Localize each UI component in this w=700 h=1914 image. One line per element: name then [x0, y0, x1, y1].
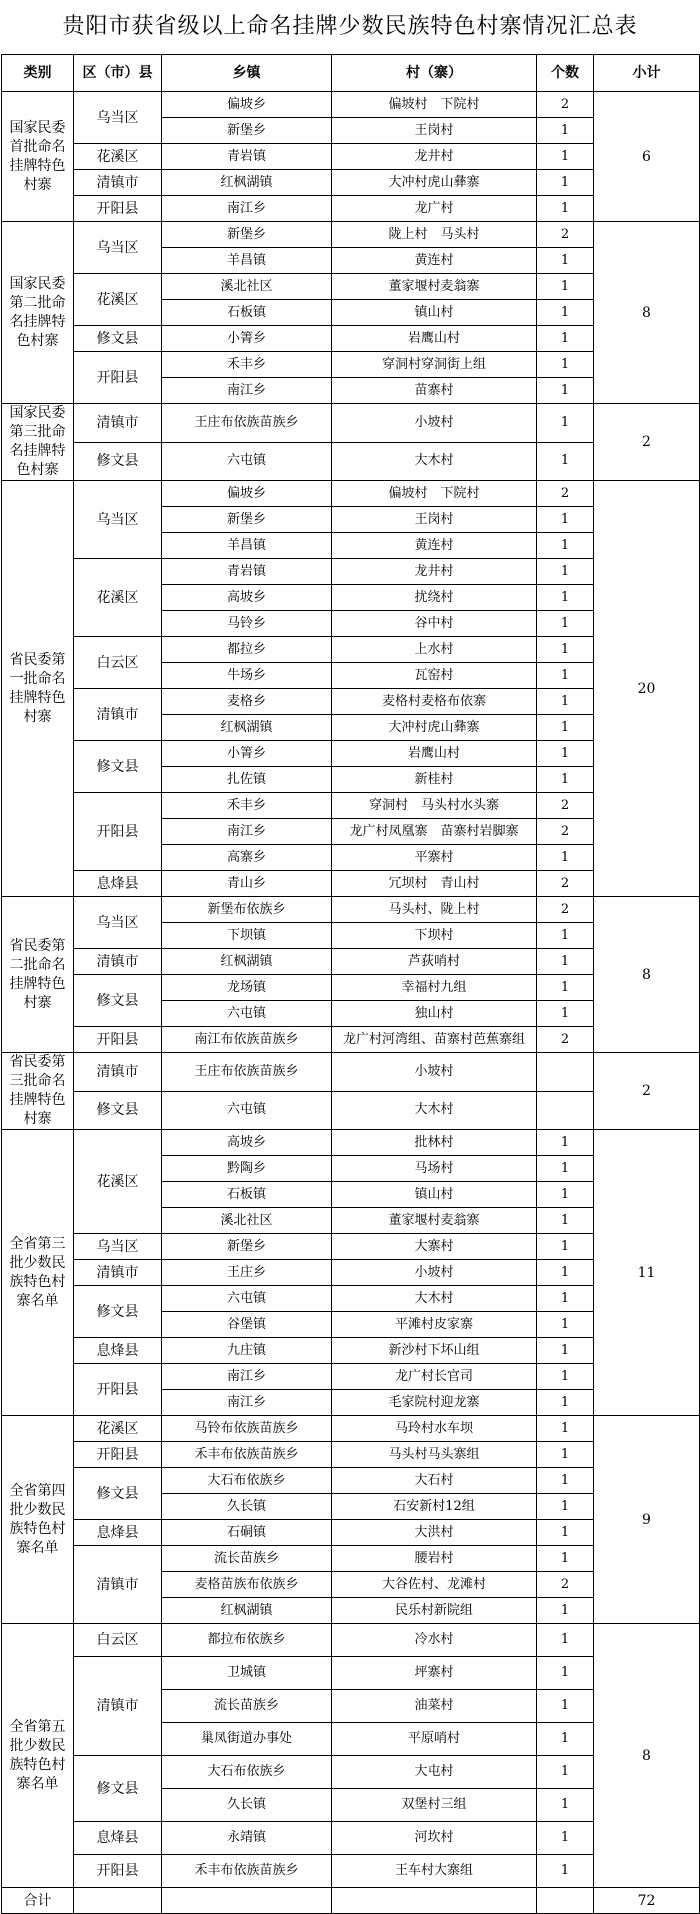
table-body	[2, 92, 700, 1914]
township-cell: 巢凤街道办事处	[162, 1723, 332, 1756]
count-cell: 1	[537, 689, 594, 715]
table-row	[2, 1416, 700, 1442]
township-cell: 都拉布依族乡	[162, 1624, 332, 1657]
count-cell: 2	[537, 481, 594, 507]
village-cell: 董家堰村麦翁寨	[332, 1208, 537, 1234]
township-cell: 九庄镇	[162, 1338, 332, 1364]
district-cell: 清镇市	[74, 170, 162, 196]
township-cell: 禾丰乡	[162, 793, 332, 819]
village-cell: 毛家院村迎龙寨	[332, 1390, 537, 1416]
header-district: 区（市）县	[74, 55, 162, 92]
count-cell: 1	[537, 1723, 594, 1756]
district-cell: 息烽县	[74, 1822, 162, 1855]
township-cell: 麦格乡	[162, 689, 332, 715]
village-cell: 扰绕村	[332, 585, 537, 611]
township-cell: 新堡乡	[162, 1234, 332, 1260]
district-cell: 乌当区	[74, 92, 162, 144]
count-cell: 1	[537, 637, 594, 663]
township-cell: 禾丰布依族苗族乡	[162, 1855, 332, 1888]
district-cell: 清镇市	[74, 1260, 162, 1286]
village-cell: 偏坡村 下院村	[332, 92, 537, 118]
township-cell: 久长镇	[162, 1789, 332, 1822]
district-cell: 息烽县	[74, 871, 162, 897]
village-cell: 大冲村虎山彝寨	[332, 715, 537, 741]
township-cell: 石板镇	[162, 300, 332, 326]
district-cell: 修文县	[74, 741, 162, 793]
village-cell: 马头村、陇上村	[332, 897, 537, 923]
district-cell: 清镇市	[74, 689, 162, 741]
district-cell: 花溪区	[74, 144, 162, 170]
village-cell: 穿洞村穿洞街上组	[332, 352, 537, 378]
count-cell: 2	[537, 1027, 594, 1053]
village-cell: 河坎村	[332, 1822, 537, 1855]
subtotal-cell: 2	[594, 1053, 700, 1130]
count-cell: 1	[537, 1286, 594, 1312]
township-cell: 南江乡	[162, 819, 332, 845]
township-cell: 南江乡	[162, 378, 332, 404]
township-cell: 红枫湖镇	[162, 1598, 332, 1624]
count-cell: 1	[537, 663, 594, 689]
township-cell: 龙场镇	[162, 975, 332, 1001]
count-cell: 2	[537, 793, 594, 819]
count-cell: 1	[537, 170, 594, 196]
table-row	[2, 1624, 700, 1657]
count-cell: 1	[537, 1468, 594, 1494]
count-cell: 1	[537, 1822, 594, 1855]
count-cell: 1	[537, 1182, 594, 1208]
count-cell: 1	[537, 378, 594, 404]
header-township: 乡镇	[162, 55, 332, 92]
village-cell: 偏坡村 下院村	[332, 481, 537, 507]
township-cell: 小箐乡	[162, 326, 332, 352]
village-cell: 大屯村	[332, 1756, 537, 1789]
count-cell: 1	[537, 1624, 594, 1657]
district-cell: 修文县	[74, 442, 162, 481]
subtotal-cell: 8	[594, 1624, 700, 1888]
district-cell: 开阳县	[74, 1855, 162, 1888]
count-cell: 1	[537, 1855, 594, 1888]
township-cell: 大石布依族乡	[162, 1468, 332, 1494]
township-cell: 卫城镇	[162, 1657, 332, 1690]
district-cell: 花溪区	[74, 559, 162, 637]
village-cell: 新桂村	[332, 767, 537, 793]
village-cell: 油菜村	[332, 1690, 537, 1723]
count-cell: 1	[537, 559, 594, 585]
district-cell: 清镇市	[74, 1053, 162, 1092]
township-cell: 新堡乡	[162, 222, 332, 248]
count-cell: 1	[537, 975, 594, 1001]
count-cell: 1	[537, 1130, 594, 1156]
village-cell: 大木村	[332, 1091, 537, 1130]
village-cell: 大冲村虎山彝寨	[332, 170, 537, 196]
district-cell: 开阳县	[74, 793, 162, 871]
township-cell: 久长镇	[162, 1494, 332, 1520]
header-count: 个数	[537, 55, 594, 92]
village-cell: 黄连村	[332, 248, 537, 274]
district-cell: 修文县	[74, 326, 162, 352]
township-cell: 王庄布依族苗族乡	[162, 1053, 332, 1092]
village-cell: 小坡村	[332, 1260, 537, 1286]
count-cell: 2	[537, 871, 594, 897]
village-cell: 小坡村	[332, 404, 537, 443]
village-cell: 谷中村	[332, 611, 537, 637]
category-cell: 全省第三批少数民族特色村寨名单	[2, 1130, 74, 1416]
summary-table	[1, 54, 700, 1914]
township-cell: 都拉乡	[162, 637, 332, 663]
district-cell: 花溪区	[74, 274, 162, 326]
district-cell: 乌当区	[74, 481, 162, 559]
village-cell: 民乐村新院组	[332, 1598, 537, 1624]
count-cell: 1	[537, 144, 594, 170]
subtotal-cell: 20	[594, 481, 700, 897]
village-cell: 坪寨村	[332, 1657, 537, 1690]
village-cell: 大寨村	[332, 1234, 537, 1260]
village-cell: 小坡村	[332, 1053, 537, 1092]
district-cell: 修文县	[74, 1091, 162, 1130]
village-cell: 大石村	[332, 1468, 537, 1494]
township-cell: 红枫湖镇	[162, 715, 332, 741]
table-row	[2, 92, 700, 118]
village-cell: 双堡村三组	[332, 1789, 537, 1822]
village-cell: 王岗村	[332, 507, 537, 533]
count-cell: 1	[537, 404, 594, 443]
township-cell: 牛场乡	[162, 663, 332, 689]
count-cell	[537, 1053, 594, 1092]
village-cell: 龙广村凤凰寨 苗寨村岩脚寨	[332, 819, 537, 845]
district-cell: 息烽县	[74, 1520, 162, 1546]
count-cell: 1	[537, 1442, 594, 1468]
count-cell: 1	[537, 1208, 594, 1234]
count-cell: 1	[537, 1156, 594, 1182]
village-cell: 陇上村 马头村	[332, 222, 537, 248]
township-cell: 高坡乡	[162, 585, 332, 611]
district-cell: 白云区	[74, 1624, 162, 1657]
count-cell: 1	[537, 845, 594, 871]
category-cell: 省民委第三批命名挂牌特色村寨	[2, 1053, 74, 1130]
count-cell: 1	[537, 1390, 594, 1416]
category-cell: 国家民委首批命名挂牌特色村寨	[2, 92, 74, 222]
district-cell: 开阳县	[74, 1364, 162, 1416]
count-cell: 1	[537, 533, 594, 559]
document-title: 贵阳市获省级以上命名挂牌少数民族特色村寨情况汇总表	[62, 14, 638, 39]
township-cell: 永靖镇	[162, 1822, 332, 1855]
township-cell: 王庄乡	[162, 1260, 332, 1286]
township-cell: 南江乡	[162, 1364, 332, 1390]
count-cell	[537, 1091, 594, 1130]
count-cell: 1	[537, 118, 594, 144]
subtotal-cell: 8	[594, 897, 700, 1053]
township-cell: 六屯镇	[162, 1286, 332, 1312]
district-cell: 息烽县	[74, 1338, 162, 1364]
village-cell: 龙井村	[332, 144, 537, 170]
village-cell: 批林村	[332, 1130, 537, 1156]
subtotal-cell: 6	[594, 92, 700, 222]
count-cell: 1	[537, 1756, 594, 1789]
township-cell: 红枫湖镇	[162, 949, 332, 975]
total-label: 合计	[2, 1888, 74, 1914]
township-cell: 高寨乡	[162, 845, 332, 871]
village-cell: 马场村	[332, 1156, 537, 1182]
district-cell: 修文县	[74, 1286, 162, 1338]
township-cell: 南江乡	[162, 1390, 332, 1416]
table-row	[2, 404, 700, 443]
township-cell: 大石布依族乡	[162, 1756, 332, 1789]
village-cell: 平原哨村	[332, 1723, 537, 1756]
township-cell: 溪北社区	[162, 274, 332, 300]
header-subtotal: 小计	[594, 55, 700, 92]
district-cell: 清镇市	[74, 949, 162, 975]
township-cell: 新堡乡	[162, 507, 332, 533]
district-cell: 清镇市	[74, 1657, 162, 1756]
category-cell: 国家民委第三批命名挂牌特色村寨	[2, 404, 74, 481]
district-cell: 开阳县	[74, 196, 162, 222]
count-cell: 1	[537, 442, 594, 481]
count-cell: 1	[537, 1312, 594, 1338]
table-row	[2, 1130, 700, 1156]
village-cell: 麦格村麦格布依寨	[332, 689, 537, 715]
township-cell: 溪北社区	[162, 1208, 332, 1234]
township-cell: 偏坡乡	[162, 92, 332, 118]
township-cell: 羊昌镇	[162, 248, 332, 274]
subtotal-cell: 9	[594, 1416, 700, 1624]
count-cell: 1	[537, 585, 594, 611]
table-row	[2, 222, 700, 248]
count-cell: 1	[537, 1001, 594, 1027]
village-cell: 镇山村	[332, 1182, 537, 1208]
category-cell: 全省第四批少数民族特色村寨名单	[2, 1416, 74, 1624]
category-cell: 省民委第一批命名挂牌特色村寨	[2, 481, 74, 897]
township-cell: 王庄布依族苗族乡	[162, 404, 332, 443]
village-cell: 新沙村下坏山组	[332, 1338, 537, 1364]
township-cell: 石板镇	[162, 1182, 332, 1208]
subtotal-cell: 8	[594, 222, 700, 404]
township-cell: 羊昌镇	[162, 533, 332, 559]
village-cell: 芦荻哨村	[332, 949, 537, 975]
category-cell: 省民委第二批命名挂牌特色村寨	[2, 897, 74, 1053]
count-cell: 1	[537, 1520, 594, 1546]
township-cell: 新堡乡	[162, 118, 332, 144]
count-cell: 1	[537, 352, 594, 378]
count-cell: 1	[537, 1598, 594, 1624]
header-category: 类别	[2, 55, 74, 92]
village-cell: 独山村	[332, 1001, 537, 1027]
township-cell: 马铃布依族苗族乡	[162, 1416, 332, 1442]
count-cell: 2	[537, 897, 594, 923]
district-cell: 乌当区	[74, 897, 162, 949]
village-cell: 大木村	[332, 442, 537, 481]
village-cell: 幸福村九组	[332, 975, 537, 1001]
district-cell: 花溪区	[74, 1416, 162, 1442]
district-cell: 修文县	[74, 1468, 162, 1520]
count-cell: 1	[537, 949, 594, 975]
count-cell: 1	[537, 1416, 594, 1442]
township-cell: 新堡布依族乡	[162, 897, 332, 923]
village-cell: 龙广村长官司	[332, 1364, 537, 1390]
village-cell: 下坝村	[332, 923, 537, 949]
township-cell: 小箐乡	[162, 741, 332, 767]
village-cell: 马头村马头寨组	[332, 1442, 537, 1468]
district-cell: 修文县	[74, 975, 162, 1027]
district-cell: 清镇市	[74, 404, 162, 443]
township-cell: 南江乡	[162, 196, 332, 222]
table-row	[2, 1053, 700, 1092]
village-cell: 冷水村	[332, 1624, 537, 1657]
village-cell: 马玲村水车坝	[332, 1416, 537, 1442]
count-cell: 1	[537, 923, 594, 949]
village-cell: 大洪村	[332, 1520, 537, 1546]
township-cell: 六屯镇	[162, 442, 332, 481]
township-cell: 禾丰乡	[162, 352, 332, 378]
count-cell: 1	[537, 196, 594, 222]
count-cell: 1	[537, 326, 594, 352]
township-cell: 麦格苗族布依族乡	[162, 1572, 332, 1598]
township-cell: 谷堡镇	[162, 1312, 332, 1338]
district-cell: 开阳县	[74, 352, 162, 404]
count-cell: 1	[537, 715, 594, 741]
village-cell: 岩鹰山村	[332, 326, 537, 352]
district-cell: 修文县	[74, 1756, 162, 1822]
township-cell: 石硐镇	[162, 1520, 332, 1546]
count-cell: 1	[537, 1494, 594, 1520]
township-cell: 青山乡	[162, 871, 332, 897]
village-cell: 穿洞村 马头村水头寨	[332, 793, 537, 819]
township-cell: 下坝镇	[162, 923, 332, 949]
count-cell: 1	[537, 1338, 594, 1364]
table-row	[2, 481, 700, 507]
count-cell: 1	[537, 507, 594, 533]
village-cell: 王岗村	[332, 118, 537, 144]
count-cell: 1	[537, 1546, 594, 1572]
township-cell: 禾丰布依族苗族乡	[162, 1442, 332, 1468]
village-cell: 龙广村河湾组、苗寨村芭蕉寨组	[332, 1027, 537, 1053]
count-cell: 1	[537, 248, 594, 274]
village-cell: 平寨村	[332, 845, 537, 871]
township-cell: 流长苗族乡	[162, 1690, 332, 1723]
count-cell: 2	[537, 819, 594, 845]
count-cell: 2	[537, 222, 594, 248]
township-cell: 六屯镇	[162, 1091, 332, 1130]
district-cell: 白云区	[74, 637, 162, 689]
township-cell: 流长苗族乡	[162, 1546, 332, 1572]
count-cell: 2	[537, 92, 594, 118]
village-cell: 黄连村	[332, 533, 537, 559]
count-cell: 1	[537, 1690, 594, 1723]
township-cell: 六屯镇	[162, 1001, 332, 1027]
township-cell: 红枫湖镇	[162, 170, 332, 196]
township-cell: 扎佐镇	[162, 767, 332, 793]
township-cell: 高坡乡	[162, 1130, 332, 1156]
count-cell: 1	[537, 274, 594, 300]
village-cell: 龙广村	[332, 196, 537, 222]
count-cell: 1	[537, 611, 594, 637]
category-cell: 全省第五批少数民族特色村寨名单	[2, 1624, 74, 1888]
township-cell: 青岩镇	[162, 144, 332, 170]
count-cell: 1	[537, 1234, 594, 1260]
village-cell: 镇山村	[332, 300, 537, 326]
subtotal-cell: 2	[594, 404, 700, 481]
village-cell: 上水村	[332, 637, 537, 663]
district-cell: 花溪区	[74, 1130, 162, 1234]
village-cell: 瓦窑村	[332, 663, 537, 689]
village-cell: 大木村	[332, 1286, 537, 1312]
table-row	[2, 897, 700, 923]
township-cell: 南江布依族苗族乡	[162, 1027, 332, 1053]
count-cell: 1	[537, 1364, 594, 1390]
subtotal-cell: 11	[594, 1130, 700, 1416]
village-cell: 冗坝村 青山村	[332, 871, 537, 897]
district-cell: 清镇市	[74, 1546, 162, 1624]
count-cell: 2	[537, 1572, 594, 1598]
count-cell: 1	[537, 741, 594, 767]
village-cell: 石安新村12组	[332, 1494, 537, 1520]
total-value: 72	[594, 1888, 700, 1914]
township-cell: 偏坡乡	[162, 481, 332, 507]
count-cell: 1	[537, 767, 594, 793]
village-cell: 岩鹰山村	[332, 741, 537, 767]
village-cell: 苗寨村	[332, 378, 537, 404]
township-cell: 青岩镇	[162, 559, 332, 585]
township-cell: 马铃乡	[162, 611, 332, 637]
count-cell: 1	[537, 1260, 594, 1286]
category-cell: 国家民委第二批命名挂牌特色村寨	[2, 222, 74, 404]
district-cell: 乌当区	[74, 1234, 162, 1260]
district-cell: 乌当区	[74, 222, 162, 274]
count-cell: 1	[537, 1789, 594, 1822]
district-cell: 开阳县	[74, 1027, 162, 1053]
header-village: 村（寨）	[332, 55, 537, 92]
township-cell: 黔陶乡	[162, 1156, 332, 1182]
village-cell: 王车村大寨组	[332, 1855, 537, 1888]
village-cell: 平滩村皮家寨	[332, 1312, 537, 1338]
count-cell: 1	[537, 300, 594, 326]
village-cell: 腰岩村	[332, 1546, 537, 1572]
village-cell: 龙井村	[332, 559, 537, 585]
count-cell: 1	[537, 1657, 594, 1690]
village-cell: 大谷佐村、龙滩村	[332, 1572, 537, 1598]
district-cell: 开阳县	[74, 1442, 162, 1468]
village-cell: 董家堰村麦翁寨	[332, 274, 537, 300]
